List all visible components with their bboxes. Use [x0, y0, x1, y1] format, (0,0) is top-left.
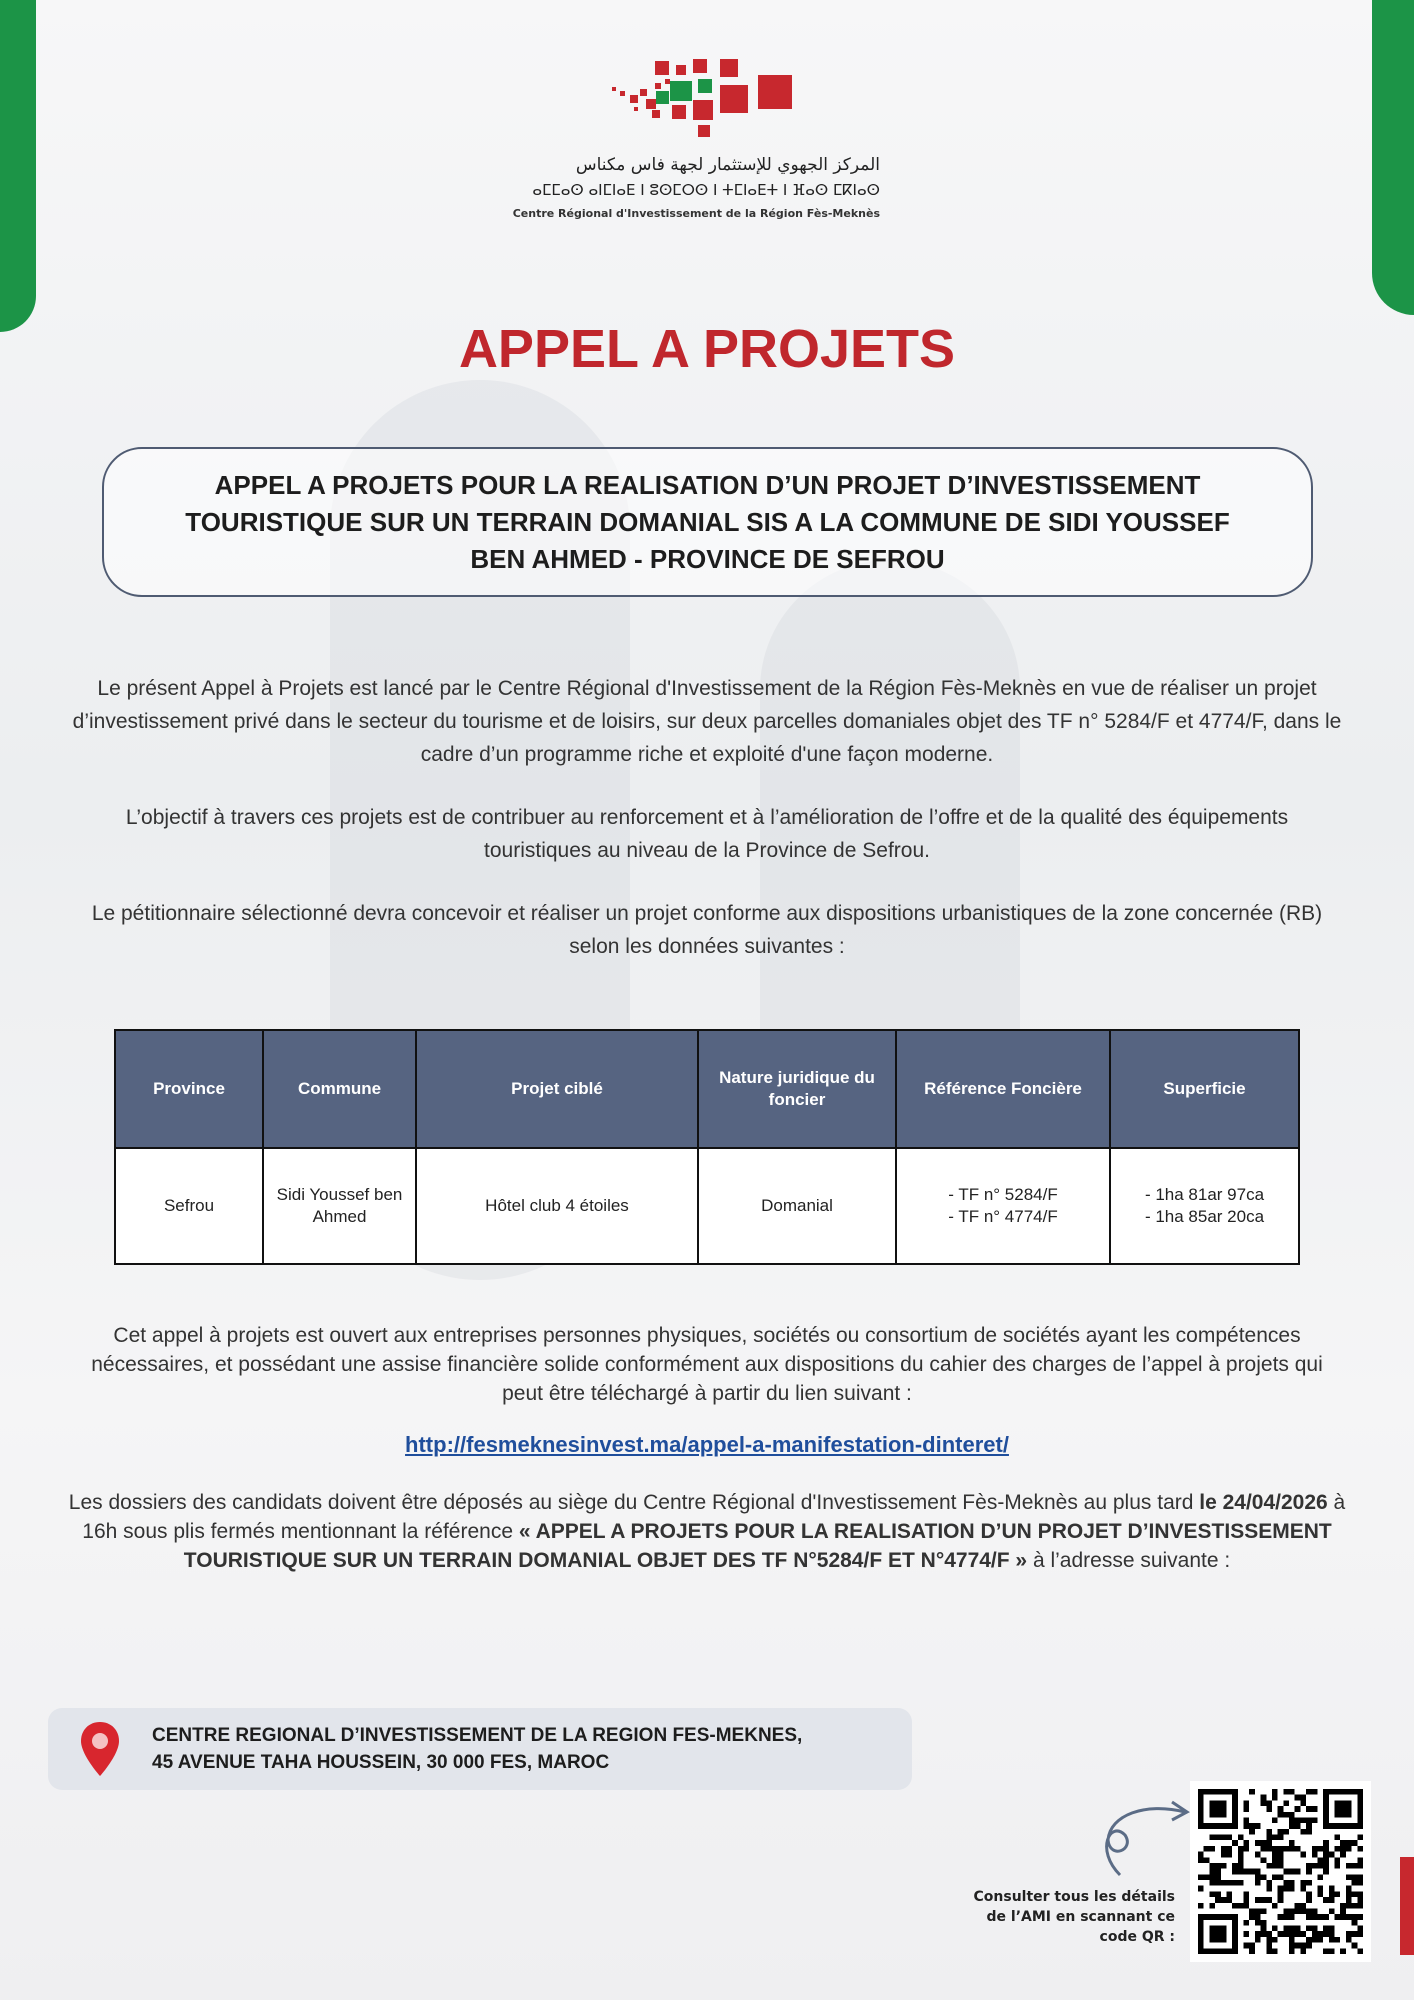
header-nature: Nature juridique du foncier — [698, 1030, 896, 1148]
header-projet: Projet ciblé — [416, 1030, 698, 1148]
subject-text: APPEL A PROJETS POUR LA REALISATION D’UN PROJET D’INVESTISSEMENT TOURISTIQUE SUR UN TERRAIN DOMANIAL SIS A LA COMMUNE DE SIDI YOUSSEF BEN AHMED - PROVINCE DE SEFROU — [185, 469, 1230, 574]
logo-tifinagh-text: ⴰⵎⵎⴰⵙ ⴰⵏⵎⵏⴰⴹ ⵏ ⵓⵙⵎⵔⵙ ⵏ ⵜⵎⵏⴰⴹⵜ ⵏ ⴼⴰⵙ ⵎⴽⵏⴰⵙ — [532, 181, 880, 199]
cell-reference — [896, 1148, 1110, 1264]
page-title: APPEL A PROJETS — [458, 319, 956, 379]
qr-caption: Consulter tous les détails de l’AMI en scannant ce code QR : — [973, 1889, 1175, 1945]
green-corner-left — [0, 0, 36, 332]
logo-mosaic — [610, 55, 810, 145]
eligibility-paragraph: Cet appel à projets est ouvert aux entreprises personnes physiques, sociétés ou consortium de sociétés ayant les compétences nécessaires, et possédant une assise financière solide conformément aux dispositions du cahier des charges de l’appel à projets qui peut être téléchargé à partir du lien suivant : — [91, 1324, 1323, 1405]
deadline-intro: Les dossiers des candidats doivent être déposés au siège du Centre Régional d'Investissement Fès-Meknès au plus tard — [68, 1491, 1200, 1514]
logo-arabic-text: المركز الجهوي للإستثمار لجهة فاس مكناس — [575, 155, 880, 175]
superficie-1: - 1ha 81ar 97ca — [1144, 1185, 1265, 1204]
download-link[interactable]: http://fesmeknesinvest.ma/appel-a-manifestation-dinteret/ — [405, 1432, 1009, 1457]
address-line-1: CENTRE REGIONAL D’INVESTISSEMENT DE LA REGION FES-MEKNES, — [152, 1725, 803, 1746]
deadline-paragraph — [60, 1488, 1354, 1575]
header-commune: Commune — [263, 1030, 416, 1148]
reference-2: - TF n° 4774/F — [948, 1207, 1058, 1226]
reference-1: - TF n° 5284/F — [948, 1185, 1058, 1204]
header-reference: Référence Foncière — [896, 1030, 1110, 1148]
main-content — [0, 672, 1414, 1575]
cell-commune — [263, 1148, 416, 1264]
commune-text: Sidi Youssef ben Ahmed — [276, 1185, 403, 1226]
header-province: Province — [115, 1030, 263, 1148]
deadline-end: à l’adresse suivante : — [1027, 1549, 1231, 1572]
map-pin-icon — [78, 1720, 122, 1778]
qr-code-image — [1198, 1789, 1363, 1954]
cell-province: Sefrou — [115, 1148, 263, 1264]
qr-code[interactable] — [1190, 1781, 1371, 1962]
address-text — [152, 1722, 802, 1776]
intro-paragraph: Le présent Appel à Projets est lancé par le Centre Régional d'Investissement de la Région Fès-Meknès en vue de réaliser un projet d’investissement privé dans le secteur du tourisme et de loisirs, sur deux parcelles domaniales objet des TF n° 5284/F et 4774/F, dans le cadre d’un programme riche et exploité d'une façon moderne. — [72, 677, 1342, 766]
objective-paragraph: L’objectif à travers ces projets est de contribuer au renforcement et à l’amélioration de l’offre et de la qualité des équipements touristiques au niveau de la Province de Sefrou. — [125, 806, 1289, 862]
deadline-reference: « APPEL A PROJETS POUR LA REALISATION D’UN PROJET D’INVESTISSEMENT TOURISTIQUE SUR UN TERRAIN DOMANIAL OBJET DES TF N°5284/F ET N°4774/F » — [183, 1520, 1332, 1572]
deadline-date: le 24/04/2026 — [1199, 1491, 1328, 1514]
address-box — [48, 1708, 912, 1790]
requirements-paragraph: Le pétitionnaire sélectionné devra concevoir et réaliser un projet conforme aux dispositions urbanistiques de la zone concernée (RB) selon les données suivantes : — [91, 902, 1323, 958]
table-header-row — [115, 1030, 1299, 1148]
project-table — [114, 1029, 1300, 1265]
header-superficie: Superficie — [1110, 1030, 1299, 1148]
deadline-middle: à 16h sous plis fermés mentionnant la référence — [82, 1491, 1346, 1543]
cell-nature: Domanial — [698, 1148, 896, 1264]
superficie-2: - 1ha 85ar 20ca — [1144, 1207, 1265, 1226]
green-corner-right — [1372, 0, 1414, 315]
address-line-2: 45 AVENUE TAHA HOUSSEIN, 30 000 FES, MAROC — [152, 1752, 610, 1773]
subject-box — [102, 447, 1313, 597]
logo-french-text: Centre Régional d'Investissement de la Région Fès-Meknès — [512, 207, 880, 220]
curved-arrow-icon — [1090, 1790, 1190, 1880]
cell-superficie — [1110, 1148, 1299, 1264]
red-accent-bar — [1400, 1857, 1414, 1955]
cell-projet: Hôtel club 4 étoiles — [416, 1148, 698, 1264]
table-row — [115, 1148, 1299, 1264]
